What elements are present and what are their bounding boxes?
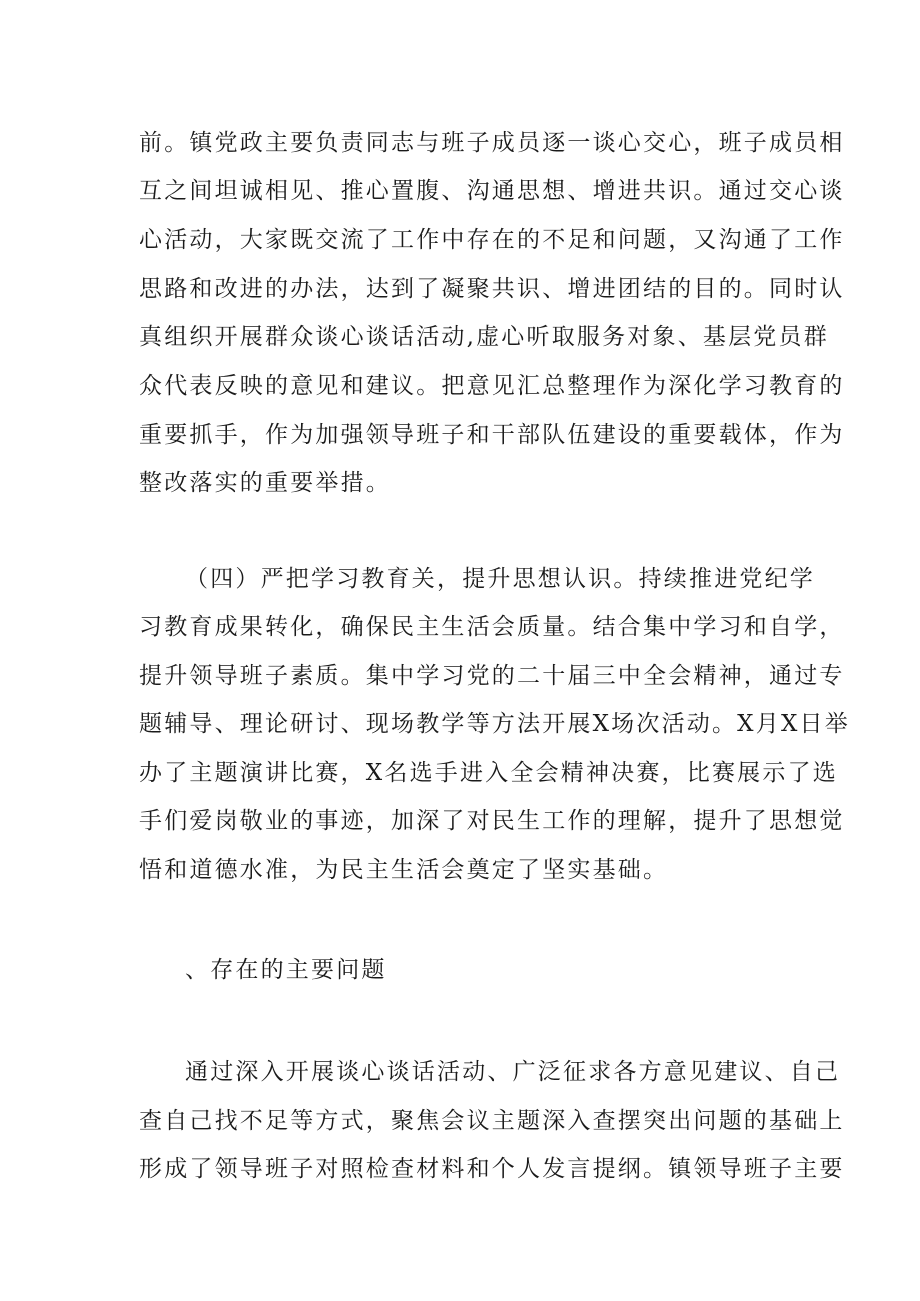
text-line: 真组织开展群众谈心谈话活动,虚心听取服务对象、基层党员群 bbox=[139, 324, 829, 350]
text-line: 互之间坦诚相见、推心置腹、沟通思想、增进共识。通过交心谈 bbox=[139, 178, 845, 204]
text-line: 形成了领导班子对照检查材料和个人发言提纲。镇领导班子主要 bbox=[139, 1156, 845, 1182]
text-line: 悟和道德水准，为民主生活会奠定了坚实基础。 bbox=[139, 857, 669, 883]
text-line: 心活动，大家既交流了工作中存在的不足和问题，又沟通了工作 bbox=[139, 227, 845, 253]
text-line: 题辅导、理论研讨、现场教学等方法开展X场次活动。X月X日举 bbox=[139, 711, 850, 737]
text-line: 整改落实的重要举措。 bbox=[139, 470, 391, 496]
text-line: 提升领导班子素质。集中学习党的二十届三中全会精神，通过专 bbox=[139, 663, 845, 689]
text-line: 习教育成果转化，确保民主生活会质量。结合集中学习和自学， bbox=[139, 614, 845, 640]
text-line: 众代表反映的意见和建议。把意见汇总整理作为深化学习教育的 bbox=[139, 373, 845, 399]
text-line: 重要抓手，作为加强领导班子和干部队伍建设的重要载体，作为 bbox=[139, 422, 845, 448]
text-line: 查自己找不足等方式，聚焦会议主题深入查摆突出问题的基础上 bbox=[139, 1108, 845, 1134]
text-line: 手们爱岗敬业的事迹，加深了对民生工作的理解，提升了思想觉 bbox=[139, 808, 845, 834]
section-heading: 、存在的主要问题 bbox=[185, 957, 387, 983]
text-line: 前。镇党政主要负责同志与班子成员逐一谈心交心，班子成员相 bbox=[139, 130, 845, 156]
text-line: （四）严把学习教育关，提升思想认识。持续推进党纪学 bbox=[185, 566, 815, 592]
text-line: 通过深入开展谈心谈话活动、广泛征求各方意见建议、自己 bbox=[185, 1059, 841, 1085]
text-line: 办了主题演讲比赛，X名选手进入全会精神决赛，比赛展示了选 bbox=[139, 760, 838, 786]
text-line: 思路和改进的办法，达到了凝聚共识、增进团结的目的。同时认 bbox=[139, 276, 845, 302]
